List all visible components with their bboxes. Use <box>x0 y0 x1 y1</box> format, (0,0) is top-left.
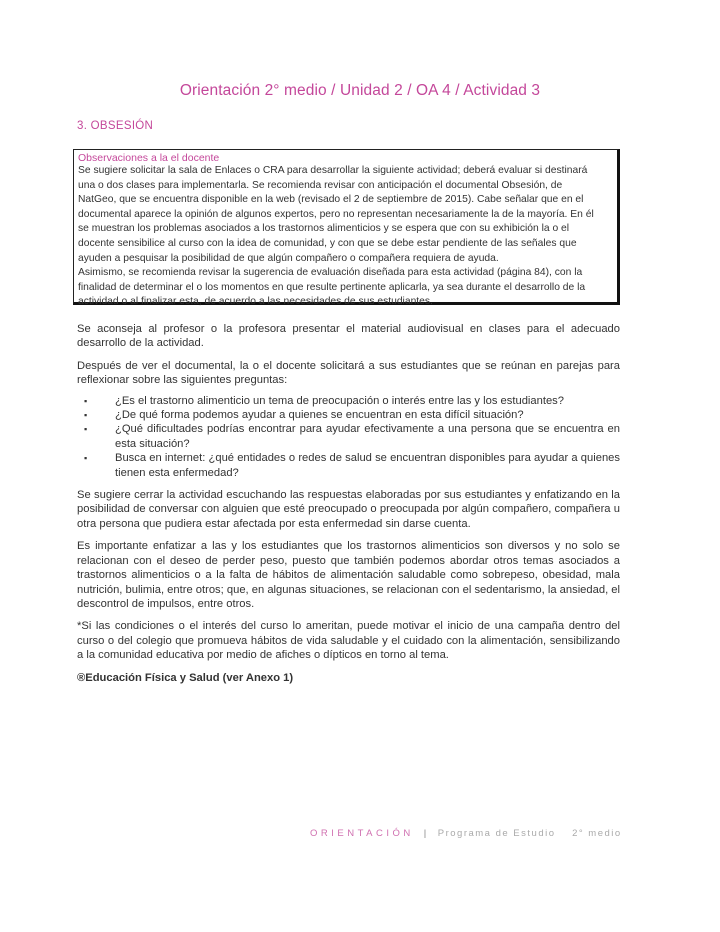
paragraph-audiovisual: Se aconseja al profesor o la profesora presentar el material audiovisual en clases para el adecuado desarrollo de la actividad. <box>77 323 620 350</box>
page-title: Orientación 2° medio / Unidad 2 / OA 4 / Actividad 3 <box>179 82 541 99</box>
teacher-note-box <box>73 149 620 308</box>
footer-program: Programa de Estudio <box>437 828 556 839</box>
teacher-note-line: Asimismo, se recomienda revisar la sugerencia de evaluación diseñada para esta actividad (página 84), con la <box>78 267 583 279</box>
body-content <box>77 322 620 685</box>
teacher-note-line: actividad o al finalizar esta, de acuerdo a las necesidades de sus estudiantes. <box>78 296 433 308</box>
teacher-note-title: Observaciones a la el docente <box>78 152 220 164</box>
teacher-note-line: documental aparece la opinión de algunos expertos, pero no representan necesariamente la de la mayoría. En él <box>78 208 594 220</box>
footer-grade: 2° medio <box>572 828 622 839</box>
teacher-note-line: NatGeo, que se encuentra disponible en la web (revisado el 2 de septiembre de 2015). Cabe señalar que en el <box>78 194 584 206</box>
paragraph-instructions: Después de ver el documental, la o el docente solicitará a sus estudiantes que se reúnan en parejas para reflexionar sobre las siguientes preguntas: <box>77 359 620 387</box>
paragraph-campaign: *Si las condiciones o el interés del curso lo ameritan, puede motivar el inicio de una campaña dentro del curso o del colegio que promueva hábitos de vida saludable y el cuidado con la alimentación, sensibilizando a la comunidad educativa por medio de afiches o dípticos en torno al tema. <box>77 620 620 662</box>
footer-brand: ORIENTACIÓN <box>310 828 414 839</box>
teacher-note-line: una o dos clases para implementarla. Se recomienda revisar con anticipación el documental Obsesión, de <box>78 179 563 191</box>
teacher-note-line: Se sugiere solicitar la sala de Enlaces o CRA para desarrollar la siguiente actividad; deberá evaluar si destinará <box>78 165 588 176</box>
paragraph-closing: Se sugiere cerrar la actividad escuchando las respuestas elaboradas por sus estudiantes y enfatizando en la posibilidad de conversar con alguien que esté preocupado o preocupada por algún compañero, compañera u otra persona que pudiera estar afectada por esta enfermedad sin darse cuenta. <box>77 489 620 530</box>
teacher-note-line: ayuden a pesquisar la posibilidad de que algún compañero o compañera requiera de ayuda. <box>78 252 499 264</box>
question-item: ▪ Busca en internet: ¿qué entidades o redes de salud se encuentran disponibles para ayudar a quienes tienen esta enfermedad? <box>115 451 620 480</box>
teacher-note-line: docente sensibilice al curso con la idea de comunidad, y con que se debe estar pendiente de las señales que <box>78 237 577 249</box>
section-heading: 3. OBSESIÓN <box>77 120 154 132</box>
question-item: ▪ ¿De qué forma podemos ayudar a quienes se encuentran en esta difícil situación? <box>115 408 620 422</box>
question-list <box>77 394 620 480</box>
annex-reference: ®Educación Física y Salud (ver Anexo 1) <box>77 671 294 684</box>
footer-separator: | <box>423 828 428 839</box>
teacher-note-line: finalidad de determinar el o los momentos en que resulte pertinente aplicarla, ya sea durante el desarrollo de la <box>78 281 586 293</box>
paragraph-emphasis: Es importante enfatizar a las y los estudiantes que los trastornos alimenticios son diversos y no solo se relacionan con el deseo de perder peso, puesto que también podemos abordar otros temas asociados a trastornos alimenticios o a la falta de hábitos de alimentación saludable como sobrepeso, obesidad, mala nutrición, bulimia, entre otros; que, en algunas situaciones, se relacionan con el sedentarismo, la ansiedad, el descontrol de impulsos, entre otros. <box>77 540 620 610</box>
page-footer <box>310 828 622 839</box>
question-item: ▪ ¿Qué dificultades podrías encontrar para ayudar efectivamente a una persona que se encuentra en esta situación? <box>115 422 620 451</box>
teacher-note-line: se muestran los problemas asociados a los trastornos alimenticios y se espera que con su exhibición la o el <box>78 223 570 235</box>
question-item: ▪ ¿Es el trastorno alimenticio un tema de preocupación o interés entre las y los estudiantes? <box>115 394 620 408</box>
